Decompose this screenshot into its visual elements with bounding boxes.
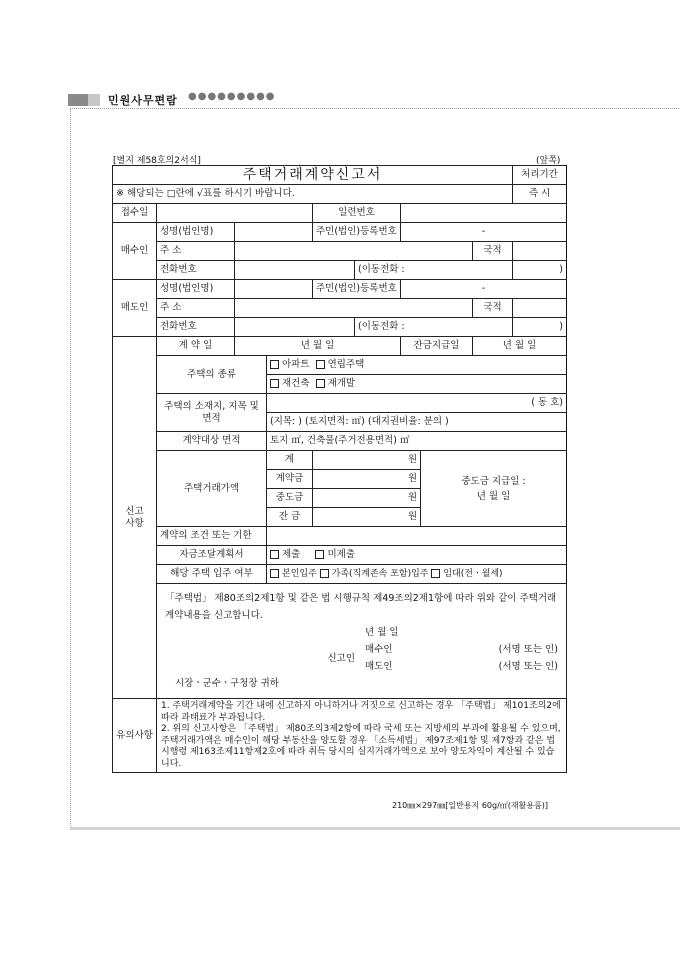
report-items-label: 신고 사항 [113, 337, 157, 699]
seller-nationality-label: 국적 [473, 299, 513, 318]
balance-date-field[interactable]: 년 월 일 [473, 337, 567, 356]
area-field[interactable]: 토지 ㎡, 건축물(주거전용면적) ㎡ [267, 432, 567, 451]
declaration-date: 년 월 일 [365, 627, 399, 638]
form-number: [별지 제58호의2서식] [113, 156, 201, 166]
sign-buyer-label: 매수인 [365, 644, 393, 655]
area-label: 계약대상 면적 [157, 432, 267, 451]
family-label: 가족(직계존속 포함)입주 [331, 569, 429, 579]
buyer-address-label: 주 소 [157, 242, 235, 261]
serial-no-label: 일련번호 [313, 204, 401, 223]
note-2: 2. 위의 신고사항은 「주택법」 제80조의3제2항에 따라 국세 또는 지방세의 부과에 활용될 수 있으며, 주택거래가액은 매수인이 해당 부동산을 양도할 경우 「소득세법」 제97조제1항 및 제7항과 같은 법 시행령 제163조제11항제2호에 따라 취득 당시의 실지거래가액으로 보아 양도차익이 계산될 수 있습니다. [161, 724, 561, 769]
middle-date-label: 중도금 지급일 : [461, 475, 526, 487]
buyer-name-field[interactable] [235, 223, 313, 242]
seller-mobile-label: (이동전화 : [355, 318, 513, 337]
rent-checkbox[interactable] [431, 569, 440, 578]
seller-sign: (서명 또는 인) [498, 661, 558, 672]
middle-date-field: 년 월 일 [476, 490, 511, 502]
processing-value: 즉 시 [513, 185, 567, 204]
seller-address-field[interactable] [235, 299, 473, 318]
seller-address-label: 주 소 [157, 299, 235, 318]
price-label: 주택거래가액 [157, 451, 267, 527]
header-bar-dark [68, 94, 88, 106]
buyer-id-label: 주민(법인)등록번호 [313, 223, 401, 242]
header-bar-light [88, 94, 100, 106]
middle-label: 중도금 [267, 489, 313, 508]
buyer-name-label: 성명(법인명) [157, 223, 235, 242]
rowhouse-label: 연립주택 [327, 359, 365, 370]
funding-options [267, 546, 567, 565]
buyer-address-field[interactable] [235, 242, 473, 261]
contract-date-field[interactable]: 년 월 일 [235, 337, 401, 356]
house-type-label: 주택의 종류 [157, 356, 267, 394]
redevelop-checkbox[interactable] [316, 379, 325, 388]
seller-phone-field[interactable] [235, 318, 355, 337]
apt-label: 아파트 [282, 359, 310, 370]
form-title: 주택거래계약신고서 [113, 166, 513, 185]
middle-date-box[interactable] [421, 451, 567, 527]
buyer-id-field[interactable]: - [401, 223, 567, 242]
buyer-sign: (서명 또는 인) [498, 644, 558, 655]
buyer-nationality-field[interactable] [513, 242, 567, 261]
header-dots: ●●●●●●●●● [188, 91, 276, 102]
self-checkbox[interactable] [270, 569, 279, 578]
not-submit-checkbox[interactable] [315, 550, 324, 559]
family-checkbox[interactable] [320, 569, 329, 578]
redevelop-label: 재개발 [327, 378, 356, 389]
rebuild-label: 재건축 [282, 378, 310, 389]
seller-sign-row[interactable] [365, 658, 558, 675]
declaration-block [157, 584, 567, 699]
rent-label: 임대(전ㆍ월세) [443, 569, 503, 579]
seller-nationality-field[interactable] [513, 299, 567, 318]
seller-label: 매도인 [113, 280, 157, 337]
house-type-row1 [267, 356, 567, 375]
processing-label: 처리기간 [513, 166, 567, 185]
house-type-row2 [267, 375, 567, 394]
location-label: 주택의 소재지, 지목 및 면적 [157, 394, 267, 432]
note-1: 1. 주택거래계약을 기간 내에 신고하지 아니하거나 거짓으로 신고하는 경우 「주택법」 제101조의2에 따라 과태료가 부과됩니다. [161, 701, 561, 723]
submit-label: 제출 [282, 549, 301, 560]
occupancy-label: 해당 주택 입주 여부 [157, 565, 267, 584]
rebuild-checkbox[interactable] [270, 379, 279, 388]
price-total-field[interactable]: 원 [313, 451, 421, 470]
rowhouse-checkbox[interactable] [316, 360, 325, 369]
occupancy-options [267, 565, 567, 584]
serial-no-field[interactable] [401, 204, 567, 223]
balance-field[interactable]: 원 [313, 508, 421, 527]
buyer-sign-row[interactable] [365, 641, 558, 658]
page-side: (앞쪽) [536, 156, 561, 166]
report-form [112, 165, 567, 773]
buyer-phone-label: 전화번호 [157, 261, 235, 280]
apt-checkbox[interactable] [270, 360, 279, 369]
sign-seller-label: 매도인 [365, 661, 393, 672]
seller-name-label: 성명(법인명) [157, 280, 235, 299]
addressee: 시장ㆍ군수ㆍ구청장 귀하 [175, 678, 279, 689]
received-date-field[interactable] [157, 204, 313, 223]
buyer-phone-field[interactable] [235, 261, 355, 280]
location-dong-ho[interactable]: ( 동 호) [267, 394, 567, 413]
balance-label: 잔 금 [267, 508, 313, 527]
self-label: 본인입주 [282, 569, 317, 579]
location-land-line[interactable]: (지목: ) (토지면적: ㎡) (대지권비율: 분의 ) [267, 413, 567, 432]
buyer-label: 매수인 [113, 223, 157, 280]
received-date-label: 접수일 [113, 204, 157, 223]
buyer-nationality-label: 국적 [473, 242, 513, 261]
instruction: ※ 해당되는 □란에 √표를 하시기 바랍니다. [113, 185, 513, 204]
conditions-label: 계약의 조건 또는 기한 [157, 527, 267, 546]
price-total-label: 계 [267, 451, 313, 470]
conditions-field[interactable] [267, 527, 567, 546]
reporter-label: 신고인 [327, 652, 355, 664]
funding-label: 자금조달계획서 [157, 546, 267, 565]
signature-area [165, 641, 558, 675]
seller-id-field[interactable]: - [401, 280, 567, 299]
seller-phone-label: 전화번호 [157, 318, 235, 337]
deposit-label: 계약금 [267, 470, 313, 489]
declaration-text: 「주택법」 제80조의2제1항 및 같은 법 시행규칙 제49조의2제1항에 따라 위와 같이 주택거래계약내용을 신고합니다. [165, 593, 557, 621]
seller-mobile-close[interactable]: ) [513, 318, 567, 337]
buyer-mobile-label: (이동전화 : [355, 261, 513, 280]
seller-name-field[interactable] [235, 280, 313, 299]
contract-date-label: 계 약 일 [157, 337, 235, 356]
section-title: 민원사무편람 [108, 94, 178, 107]
paper-spec: 210㎜×297㎜[일반용지 60g/㎡(재활용품)] [392, 801, 549, 810]
seller-id-label: 주민(법인)등록번호 [313, 280, 401, 299]
buyer-mobile-close[interactable]: ) [513, 261, 567, 280]
middle-field[interactable]: 원 [313, 489, 421, 508]
not-submit-label: 미제출 [327, 549, 355, 560]
balance-date-label: 잔금지급일 [401, 337, 473, 356]
deposit-field[interactable]: 원 [313, 470, 421, 489]
notes-text [157, 699, 567, 773]
submit-checkbox[interactable] [270, 550, 279, 559]
notes-label: 유의사항 [113, 699, 157, 773]
